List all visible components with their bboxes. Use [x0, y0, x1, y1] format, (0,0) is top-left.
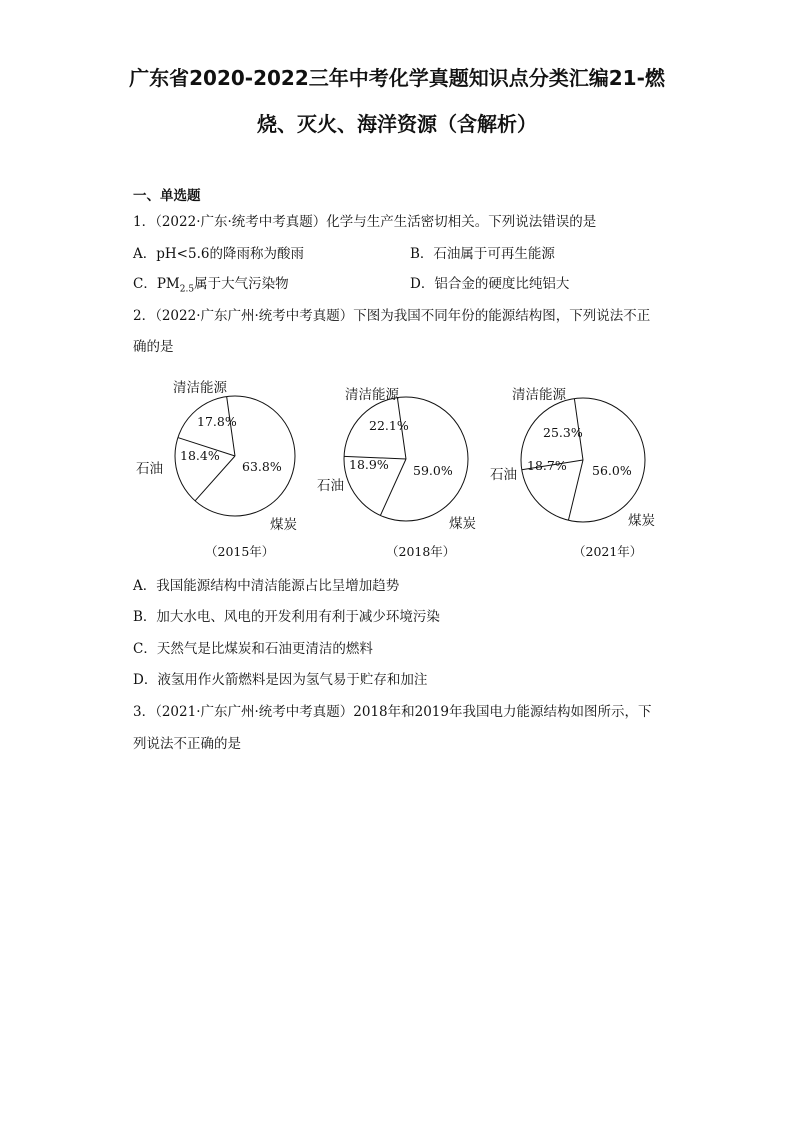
- q1-option-c-pre: C．PM: [133, 276, 180, 292]
- pie-slice-value-label: 59.0%: [413, 463, 453, 478]
- doc-title-line2: 烧、灭火、海洋资源（含解析）: [257, 112, 537, 136]
- pie-slice-value-label: 18.4%: [180, 448, 220, 463]
- q1-stem: 1．（2022·广东·统考中考真题）化学与生产生活密切相关。下列说法错误的是: [133, 214, 597, 230]
- pie-slice-name: 煤炭: [270, 517, 297, 533]
- pie-chart-caption: （2018年）: [386, 544, 456, 559]
- pie-slice-value-label: 18.7%: [527, 458, 567, 473]
- pie-slice-value-label: 56.0%: [592, 463, 632, 478]
- q1-option-c-post: 属于大气污染物: [194, 276, 289, 292]
- q1-option-a: A．pH<5.6的降雨称为酸雨: [133, 246, 304, 262]
- q2-option-c: C．天然气是比煤炭和石油更清洁的燃料: [133, 641, 373, 657]
- pie-slice-value-label: 18.9%: [349, 457, 389, 472]
- q2-option-a: A．我国能源结构中清洁能源占比呈增加趋势: [133, 578, 400, 594]
- pie-slice-value-label: 63.8%: [242, 459, 282, 474]
- q2-stem-line1: 2．（2022·广东广州·统考中考真题）下图为我国不同年份的能源结构图，下列说法不正: [133, 308, 651, 324]
- pie-slice-name: 石油: [317, 478, 344, 494]
- pie-slice-value-label: 22.1%: [369, 418, 409, 433]
- pie-slice-name: 煤炭: [449, 516, 476, 532]
- pie-slice-name: 石油: [136, 461, 163, 477]
- q1-option-b: B．石油属于可再生能源: [410, 246, 555, 262]
- q1-option-c-sub: 2.5: [179, 284, 195, 295]
- pie-slice-name: 清洁能源: [345, 387, 399, 403]
- pie-slice-name: 煤炭: [628, 513, 655, 529]
- pie-chart-caption: （2015年）: [205, 544, 275, 559]
- q1-option-d: D．铝合金的硬度比纯铝大: [410, 276, 570, 292]
- q3-stem-line2: 列说法不正确的是: [133, 736, 241, 752]
- pie-slice-name: 石油: [490, 467, 517, 483]
- pie-slice-value-label: 25.3%: [543, 425, 583, 440]
- q3-stem-line1: 3．（2021·广东广州·统考中考真题）2018年和2019年我国电力能源结构如图所示，下: [133, 704, 652, 720]
- pie-slice-value-label: 17.8%: [197, 414, 237, 429]
- section-heading: 一、单选题: [133, 188, 201, 204]
- pie-slice-name: 清洁能源: [173, 380, 227, 396]
- pie-slice-name: 清洁能源: [512, 387, 566, 403]
- q2-stem-line2: 确的是: [133, 339, 174, 355]
- doc-title-line1: 广东省2020-2022三年中考化学真题知识点分类汇编21-燃: [129, 66, 665, 90]
- q2-option-d: D．液氢用作火箭燃料是因为氢气易于贮存和加注: [133, 672, 428, 688]
- pie-chart-caption: （2021年）: [573, 544, 643, 559]
- q2-option-b: B．加大水电、风电的开发利用有利于减少环境污染: [133, 609, 440, 625]
